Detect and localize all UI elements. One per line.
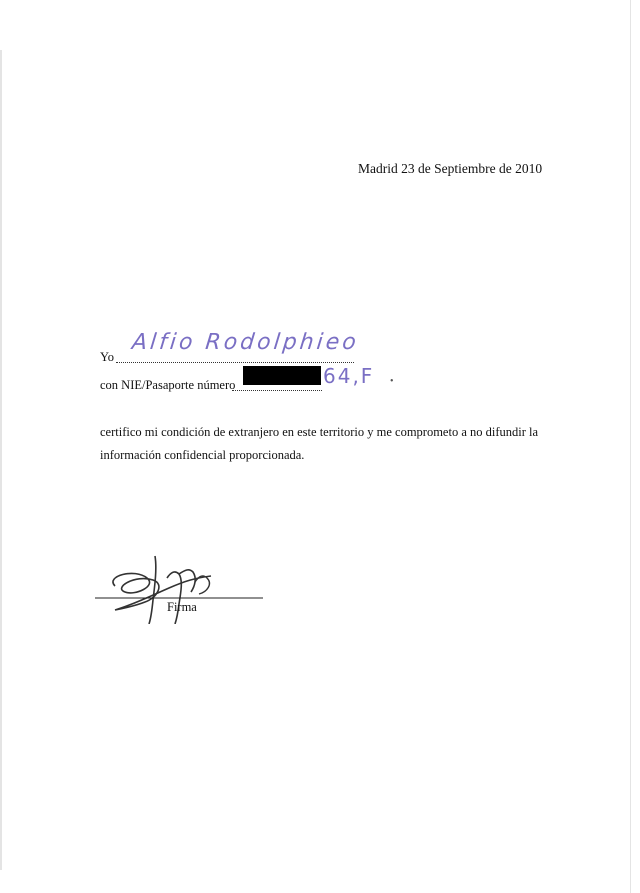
declaration-line-1: certifico mi condición de extranjero en este territorio y me comprometo a no difundir la	[100, 425, 539, 439]
declaration-text	[100, 421, 560, 467]
redaction-box	[243, 366, 321, 385]
handwritten-nie-suffix: 64,F	[323, 364, 375, 388]
scan-edge-right	[630, 0, 631, 893]
nie-label: con NIE/Pasaporte número	[100, 378, 236, 392]
handwritten-name: Alfio Rodolphieo	[130, 330, 361, 355]
declaration-line-2: información confidencial proporcionada.	[100, 448, 305, 462]
date-line: Madrid 23 de Septiembre de 2010	[358, 161, 543, 176]
scan-edge-left	[0, 50, 2, 870]
yo-label: Yo	[100, 350, 115, 364]
stray-dot: •	[390, 376, 394, 387]
signature-label: Firma	[167, 600, 197, 614]
